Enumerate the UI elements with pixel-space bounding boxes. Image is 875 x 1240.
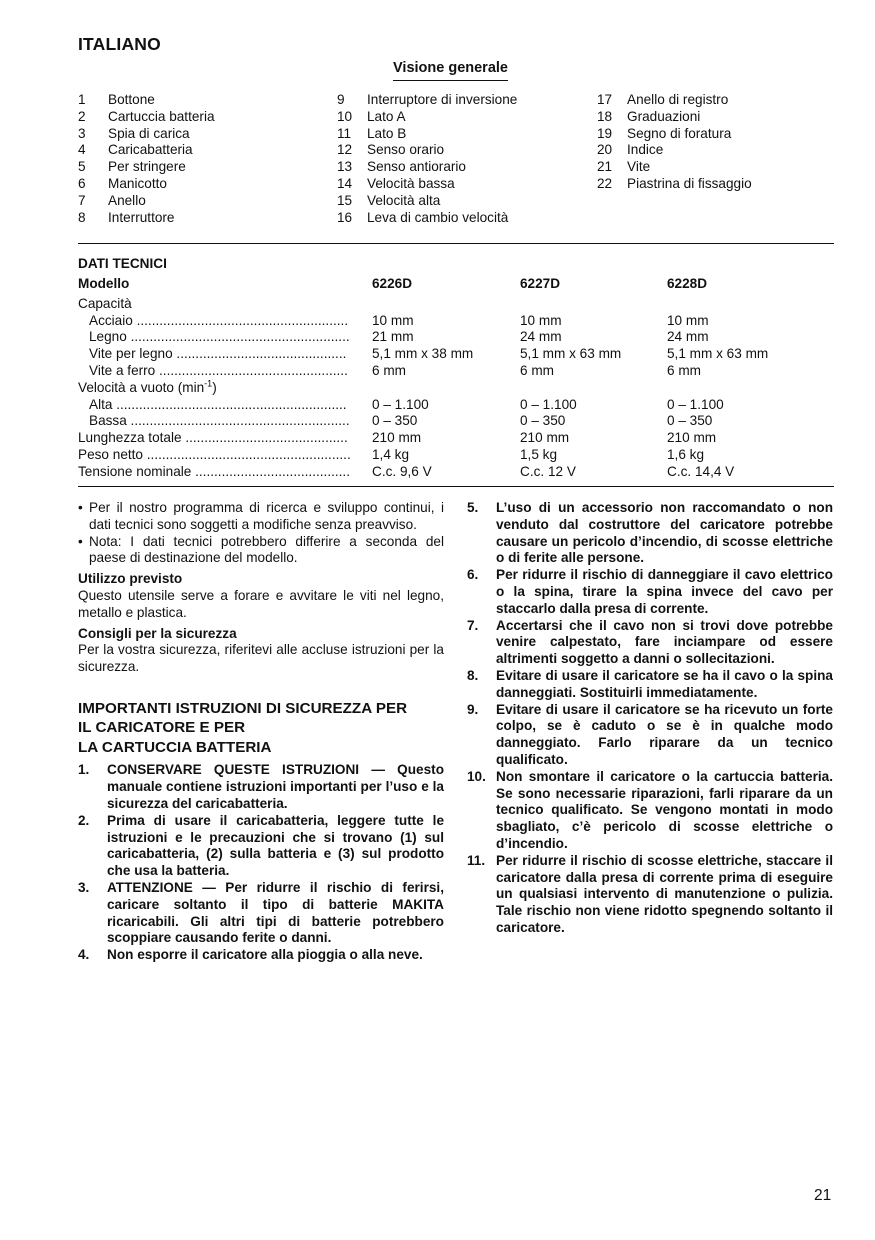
item-text: Prima di usare il caricabatteria, leggere tutte le istruzioni e le precauzioni che si trovano (1) sul caricabatteria, (2) sulla batteria e (3) sul prodotto che usa la batteria. xyxy=(107,812,444,879)
item-number: 11. xyxy=(467,852,486,868)
part-item xyxy=(337,142,517,159)
spec-label: Alta ............................................................. xyxy=(89,396,347,412)
spec-value: 10 mm xyxy=(667,312,709,328)
part-number: 8 xyxy=(78,209,86,225)
spec-value: 1,4 kg xyxy=(372,446,410,462)
part-number: 2 xyxy=(78,108,86,124)
model-6228d: 6228D xyxy=(667,276,708,291)
spec-label: Tensione nominale ......................................... xyxy=(78,463,350,479)
safety-tips-text: Per la vostra sicurezza, riferitevi alle accluse istruzioni per la sicurezza. xyxy=(78,642,444,675)
spec-value: 0 – 350 xyxy=(372,413,418,429)
spec-value: 6 mm xyxy=(520,362,554,378)
part-label: Senso orario xyxy=(367,142,445,158)
spec-value: 5,1 mm x 38 mm xyxy=(372,346,474,362)
part-item xyxy=(337,176,517,193)
part-label: Interruptore di inversione xyxy=(367,92,518,107)
spec-label: Acciaio ........................................................ xyxy=(89,312,349,328)
spec-label: Legno .......................................................... xyxy=(89,329,350,345)
part-item xyxy=(337,159,517,176)
spec-value: 0 – 1.100 xyxy=(667,396,724,412)
spec-row xyxy=(78,447,838,464)
spec-label: Vite per legno ............................................. xyxy=(89,346,347,362)
part-label: Anello xyxy=(108,192,146,208)
item-number: 7. xyxy=(467,617,479,633)
part-number: 20 xyxy=(597,142,613,158)
part-item xyxy=(78,92,215,109)
part-item xyxy=(78,193,215,210)
part-item xyxy=(337,210,517,227)
item-text: Non esporre il caricatore alla pioggia o alla neve. xyxy=(107,947,423,963)
spec-label: Bassa .......................................................... xyxy=(89,413,350,429)
spec-value: 21 mm xyxy=(372,329,414,345)
spec-value: 10 mm xyxy=(372,312,414,328)
instruction-item xyxy=(467,702,833,769)
spec-value: 5,1 mm x 63 mm xyxy=(667,346,769,362)
item-text: Non smontare il caricatore o la cartuccia batteria. Se sono necessarie riparazioni, farli riparare da un tecnico qualificato. Se vengono montati in modo sbagliato, c’è pericolo di scosse elettriche o d’incendio. xyxy=(496,768,833,851)
part-label: Caricabatteria xyxy=(108,142,193,158)
part-label: Lato A xyxy=(367,108,406,124)
instruction-item xyxy=(78,947,444,964)
spec-value: 24 mm xyxy=(667,329,709,345)
item-number: 1. xyxy=(78,762,90,778)
note-bullet xyxy=(78,500,444,534)
part-number: 4 xyxy=(78,142,86,158)
item-number: 2. xyxy=(78,812,90,828)
spec-value: 210 mm xyxy=(520,430,570,446)
part-number: 21 xyxy=(597,159,613,175)
item-number: 9. xyxy=(467,701,479,717)
spec-value: 1,6 kg xyxy=(667,446,705,462)
spec-group-label xyxy=(78,380,838,397)
spec-title: DATI TECNICI xyxy=(78,256,167,271)
item-text: ATTENZIONE — Per ridurre il rischio di ferirsi, caricare soltanto il tipo di batterie MAKITA ricaricabili. Gli altri tipi di batterie potrebbero scoppiare causando ferite o danni. xyxy=(107,880,444,946)
spec-row xyxy=(78,346,838,363)
part-label: Per stringere xyxy=(108,159,186,175)
item-number: 5. xyxy=(467,500,479,515)
part-label: Interruttore xyxy=(108,209,175,225)
part-number: 16 xyxy=(337,209,353,225)
overview-title: Visione generale xyxy=(393,60,508,81)
part-number: 1 xyxy=(78,92,86,107)
heading-line: LA CARTUCCIA BATTERIA xyxy=(78,738,272,756)
part-number: 5 xyxy=(78,159,86,175)
part-label: Velocità bassa xyxy=(367,175,455,191)
part-number: 14 xyxy=(337,175,353,191)
spec-value: 210 mm xyxy=(372,430,422,446)
bullet-mark: • xyxy=(78,500,83,515)
item-text: L’uso di un accessorio non raccomandato o non venduto dal costruttore del caricatore potrebbe causare un pericolo d’incendio, di scosse elettriche o di ferite alle persone. xyxy=(496,500,833,566)
safety-tips-heading: Consigli per la sicurezza xyxy=(78,625,237,641)
part-number: 22 xyxy=(597,175,613,191)
technical-data-table xyxy=(78,256,838,481)
spec-value: 0 – 350 xyxy=(520,413,566,429)
instruction-item xyxy=(78,813,444,880)
spec-row xyxy=(78,329,838,346)
right-text-column xyxy=(467,500,833,937)
parts-list-column-3 xyxy=(597,92,752,193)
spec-value: 0 – 1.100 xyxy=(520,396,577,412)
part-label: Manicotto xyxy=(108,175,167,191)
instruction-item xyxy=(467,853,833,937)
part-label: Graduazioni xyxy=(627,108,701,124)
spec-value: 0 – 350 xyxy=(667,413,713,429)
spec-value: 6 mm xyxy=(667,362,701,378)
part-number: 10 xyxy=(337,108,353,124)
spec-label: Lunghezza totale ........................................... xyxy=(78,430,348,446)
part-number: 11 xyxy=(337,125,352,141)
instruction-item xyxy=(467,500,833,567)
item-number: 6. xyxy=(467,567,479,583)
part-item xyxy=(78,142,215,159)
part-item xyxy=(597,159,752,176)
left-text-column xyxy=(78,500,444,964)
part-number: 15 xyxy=(337,192,353,208)
part-label: Velocità alta xyxy=(367,192,441,208)
spec-value: 10 mm xyxy=(520,312,562,328)
spec-value: 210 mm xyxy=(667,430,717,446)
instruction-item xyxy=(467,567,833,617)
spec-value: 0 – 1.100 xyxy=(372,396,429,412)
part-number: 19 xyxy=(597,125,613,141)
note-text: Nota: I dati tecnici potrebbero differire a seconda del paese di destinazione del modello. xyxy=(89,533,444,566)
part-item xyxy=(337,126,517,143)
item-text: Evitare di usare il caricatore se ha ricevuto un forte colpo, se è caduto o se è in qualche modo danneggiato. Farlo riparare da un tecnico qualificato. xyxy=(496,701,833,767)
spec-row xyxy=(78,430,838,447)
heading-line: IL CARICATORE E PER xyxy=(78,719,246,737)
part-item xyxy=(78,210,215,227)
spec-model-row xyxy=(78,276,838,293)
speed-unit-exponent: -1 xyxy=(204,379,213,389)
spec-value: 5,1 mm x 63 mm xyxy=(520,346,622,362)
part-label: Spia di carica xyxy=(108,125,190,141)
part-label: Leva di cambio velocità xyxy=(367,209,509,225)
part-item xyxy=(337,92,517,109)
section-divider xyxy=(78,243,834,244)
part-item xyxy=(597,126,752,143)
part-number: 6 xyxy=(78,175,86,191)
item-number: 8. xyxy=(467,667,479,683)
part-item xyxy=(78,109,215,126)
instruction-item xyxy=(78,762,444,812)
note-text: Per il nostro programma di ricerca e sviluppo continui, i dati tecnici sono soggetti a modifiche senza preavviso. xyxy=(89,500,444,532)
item-text: Accertarsi che il cavo non si trovi dove potrebbe venire calpestato, fare inciampare od essere altrimenti soggetto a danni o sollecitazioni. xyxy=(496,617,833,667)
part-label: Cartuccia batteria xyxy=(108,108,215,124)
part-item xyxy=(337,109,517,126)
spec-value: C.c. 12 V xyxy=(520,463,576,479)
part-label: Anello di registro xyxy=(627,92,729,107)
note-bullet xyxy=(78,534,444,568)
spec-group-label xyxy=(78,296,838,313)
spec-value: 1,5 kg xyxy=(520,446,558,462)
part-item xyxy=(597,142,752,159)
spec-label: Vite a ferro .................................................. xyxy=(89,362,348,378)
important-instructions-heading xyxy=(78,699,444,758)
parts-list-column-1 xyxy=(78,92,215,226)
spec-value: 24 mm xyxy=(520,329,562,345)
part-item xyxy=(78,126,215,143)
instruction-item xyxy=(78,880,444,947)
part-item xyxy=(597,176,752,193)
intended-use-heading: Utilizzo previsto xyxy=(78,571,183,587)
spec-row xyxy=(78,313,838,330)
part-number: 18 xyxy=(597,108,613,124)
instruction-item xyxy=(467,618,833,668)
model-6227d: 6227D xyxy=(520,276,561,291)
part-item xyxy=(78,159,215,176)
part-number: 17 xyxy=(597,92,613,107)
spec-row xyxy=(78,464,838,481)
part-label: Senso antiorario xyxy=(367,159,466,175)
part-item xyxy=(597,92,752,109)
spec-value: C.c. 9,6 V xyxy=(372,463,432,479)
model-6226d: 6226D xyxy=(372,276,413,291)
part-label: Piastrina di fissaggio xyxy=(627,175,752,191)
item-text: CONSERVARE QUESTE ISTRUZIONI — Questo manuale contiene istruzioni importanti per l’uso e la sicurezza del caricabatteria. xyxy=(107,762,444,812)
speed-label-close: ) xyxy=(212,379,217,395)
item-text: Evitare di usare il caricatore se ha il cavo o la spina danneggiati. Sostituirli immediatamente. xyxy=(496,667,833,700)
spec-value: 6 mm xyxy=(372,362,406,378)
part-label: Indice xyxy=(627,142,664,158)
item-text: Per ridurre il rischio di danneggiare il cavo elettrico o la spina, tirare la spina invece del cavo per staccarlo dalla presa di corrente. xyxy=(496,567,833,616)
item-number: 4. xyxy=(78,947,90,963)
part-item xyxy=(597,109,752,126)
item-text: Per ridurre il rischio di scosse elettriche, staccare il caricatore dalla presa di corrente prima di eseguire un qualsiasi intervento di manutenzione o pulizia. Tale rischio non viene ridotto spegnendo soltanto il caricatore. xyxy=(496,852,833,935)
part-label: Bottone xyxy=(108,92,155,107)
item-number: 3. xyxy=(78,880,90,896)
section-divider xyxy=(78,486,834,487)
spec-label: Capacità xyxy=(78,295,132,311)
part-number: 13 xyxy=(337,159,353,175)
part-item xyxy=(337,193,517,210)
page-number: 21 xyxy=(814,1187,832,1204)
part-number: 3 xyxy=(78,125,86,141)
heading-line: IMPORTANTI ISTRUZIONI DI SICUREZZA PER xyxy=(78,699,408,717)
instruction-item xyxy=(467,769,833,853)
part-label: Lato B xyxy=(367,125,407,141)
speed-label-text: Velocità a vuoto (min xyxy=(78,379,205,395)
language-heading: ITALIANO xyxy=(78,34,161,54)
part-number: 7 xyxy=(78,192,86,208)
spec-row xyxy=(78,397,838,414)
part-item xyxy=(78,176,215,193)
bullet-mark: • xyxy=(78,533,83,549)
spec-label xyxy=(78,380,372,397)
instruction-item xyxy=(467,668,833,702)
part-number: 12 xyxy=(337,142,353,158)
spec-row xyxy=(78,363,838,380)
spec-value: C.c. 14,4 V xyxy=(667,463,735,479)
spec-label: Peso netto ...................................................... xyxy=(78,446,351,462)
intended-use-text: Questo utensile serve a forare e avvitare le viti nel legno, metallo e plastica. xyxy=(78,587,444,620)
part-label: Segno di foratura xyxy=(627,125,732,141)
part-label: Vite xyxy=(627,159,651,175)
part-number: 9 xyxy=(337,92,345,107)
spec-label: Modello xyxy=(78,276,130,291)
spec-row xyxy=(78,413,838,430)
parts-list-column-2 xyxy=(337,92,517,226)
item-number: 10. xyxy=(467,768,486,784)
